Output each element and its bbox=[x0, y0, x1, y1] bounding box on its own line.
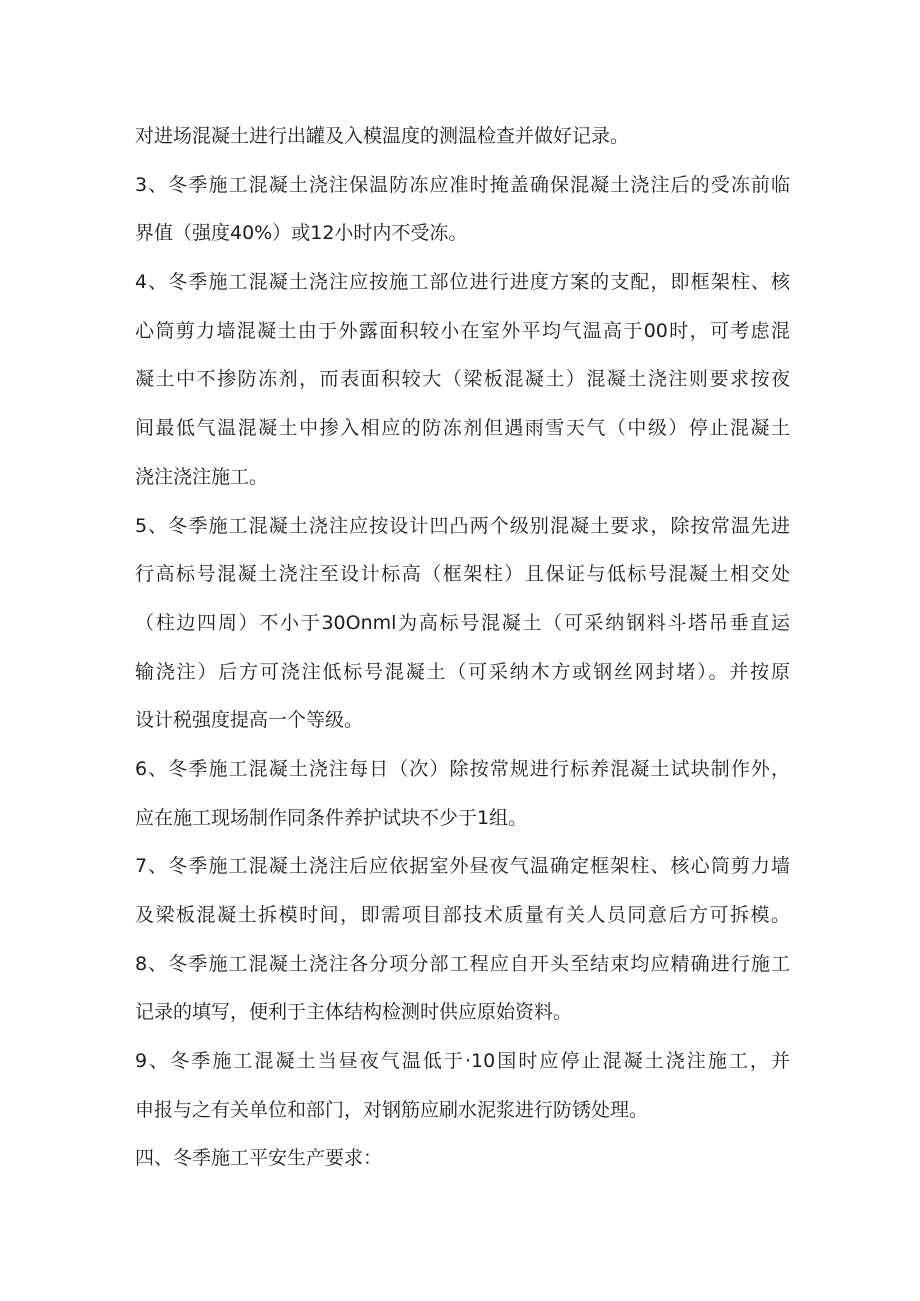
text-line: 设计税强度提高一个等级。 bbox=[135, 709, 364, 732]
text-line: 7、冬季施工混凝土浇注后应依据室外昼夜气温确定框架柱、核心筒剪力墙 bbox=[135, 855, 790, 878]
text-line: 申报与之有关单位和部门，对钢筋应刷水泥浆进行防锈处理。 bbox=[135, 1098, 649, 1121]
text-line: 输浇注）后方可浇注低标号混凝土（可采纳木方或钢丝网封堵）。并按原 bbox=[135, 660, 790, 683]
text-line: 应在施工现场制作同条件养护试块不少于1组。 bbox=[135, 806, 528, 829]
text-line: 对进场混凝土进行出罐及入模温度的测温检查并做好记录。 bbox=[135, 125, 630, 147]
text-line: 4、冬季施工混凝土浇注应按施工部位进行进度方案的支配，即框架柱、核 bbox=[135, 271, 790, 294]
document-body bbox=[135, 112, 790, 1183]
text-line: 3、冬季施工混凝土浇注保温防冻应准时掩盖确保混凝土浇注后的受冻前临 bbox=[135, 173, 790, 196]
text-line: 8、冬季施工混凝土浇注各分项分部工程应自开头至结束均应精确进行施工 bbox=[135, 952, 790, 975]
text-line: 6、冬季施工混凝土浇注每日（次）除按常规进行标养混凝土试块制作外， bbox=[135, 757, 790, 780]
text-line: 心筒剪力墙混凝土由于外露面积较小在室外平均气温高于00时，可考虑混 bbox=[135, 319, 790, 342]
text-line: 凝土中不掺防冻剂，而表面积较大（梁板混凝土）混凝土浇注则要求按夜 bbox=[135, 368, 790, 391]
text-line: 浇注浇注施工。 bbox=[135, 465, 269, 488]
section-heading: 四、冬季施工平安生产要求： bbox=[135, 1147, 383, 1170]
text-line: 记录的填写，便利于主体结构检测时供应原始资料。 bbox=[135, 1001, 573, 1024]
text-line: 9、冬季施工混凝土当昼夜气温低于·10国时应停止混凝土浇注施工，并 bbox=[135, 1050, 790, 1073]
text-line: 界值（强度40%）或12小时内不受冻。 bbox=[135, 222, 468, 245]
text-line: 间最低气温混凝土中掺入相应的防冻剂但遇雨雪天气（中级）停止混凝土 bbox=[135, 417, 790, 440]
text-line: （柱边四周）不小于30Onml为高标号混凝土（可采纳钢料斗塔吊垂直运 bbox=[135, 611, 790, 634]
text-line: 及梁板混凝土拆模时间，即需项目部技术质量有关人员同意后方可拆模。 bbox=[135, 904, 790, 926]
text-line: 5、冬季施工混凝土浇注应按设计凹凸两个级别混凝土要求，除按常温先进 bbox=[135, 514, 790, 537]
text-line: 行高标号混凝土浇注至设计标高（框架柱）且保证与低标号混凝土相交处 bbox=[135, 563, 790, 586]
